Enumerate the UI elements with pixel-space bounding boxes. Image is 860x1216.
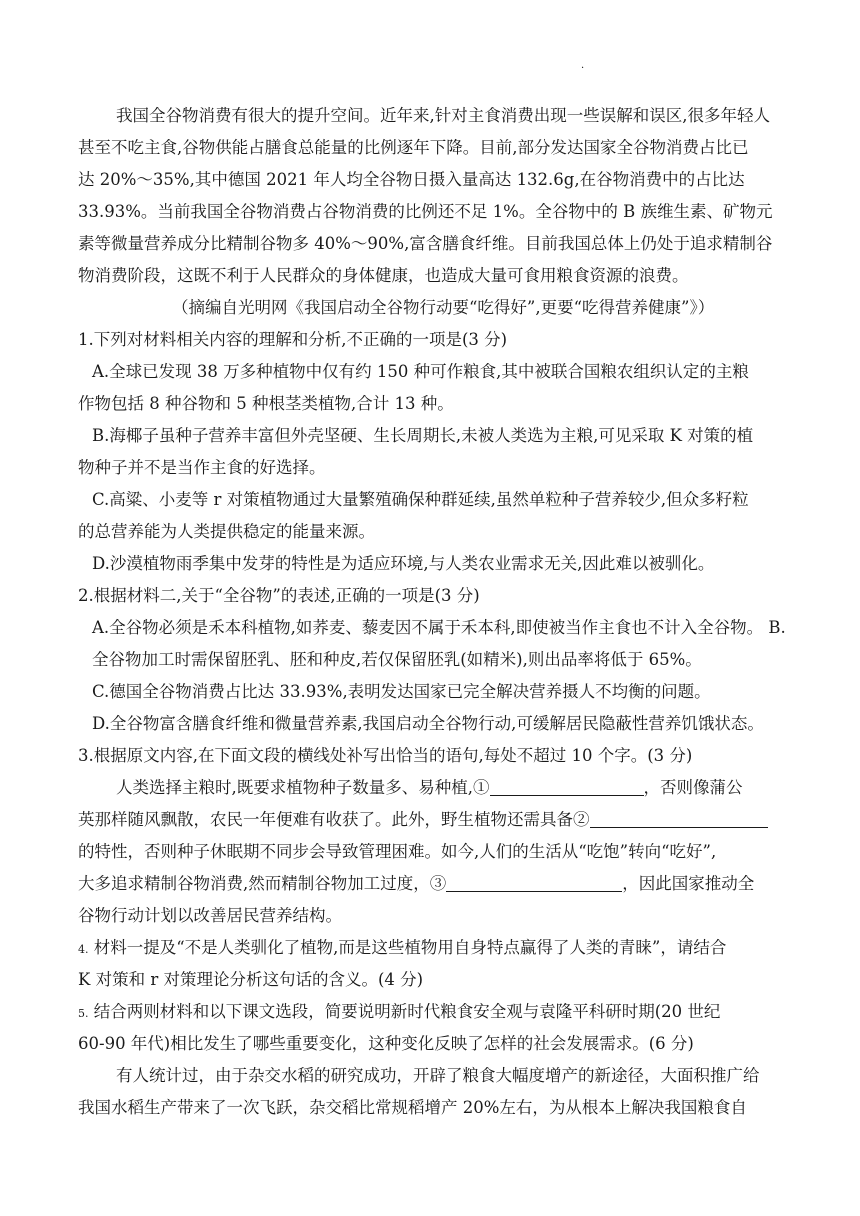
paragraph-line: 达 20%～35%,其中德国 2021 年人均全谷物日摄入量高达 132.6g,在谷物消费中的占比达: [78, 170, 745, 189]
q4-text: 材料一提及“不是人类驯化了植物,而是这些植物用自身特点赢得了人类的青睐”，请结合: [88, 938, 727, 957]
q3-passage-line: [78, 808, 768, 832]
q3-text: 人类选择主粮时,既要求植物种子数量多、易种植,①: [116, 778, 490, 797]
source-citation: （摘编自光明网《我国启动全谷物行动要“吃得好”,更要“吃得营养健康”》）: [172, 298, 715, 317]
q3-text: 英那样随风飘散，农民一年便难有收获了。此外，野生植物还需具备②: [78, 810, 590, 829]
q3-text: ，否则像蒲公: [643, 778, 743, 797]
answer-blank-3[interactable]: [446, 873, 622, 892]
q5-text: 结合两则材料和以下课文选段，简要说明新时代粮食安全观与袁隆平科研时期(20 世纪: [88, 1002, 721, 1021]
question-4-stem: [78, 936, 726, 962]
q2-option-d: D.全谷物富含膳食纤维和微量营养素,我国启动全谷物行动,可缓解居民隐蔽性营养饥饿状态。: [92, 714, 764, 733]
q2-option-a: A.全谷物必须是禾本科植物,如荞麦、藜麦因不属于禾本科,即使被当作主食也不计入全谷物。 B.: [92, 618, 786, 637]
page-top-mark: ·: [581, 63, 585, 74]
q1-option-a: A.全球已发现 38 万多种植物中仅有约 150 种可作粮食,其中被联合国粮农组织认定的主粮: [92, 362, 749, 381]
question-3-stem: 3.根据原文内容,在下面文段的横线处补写出恰当的语句,每处不超过 10 个字。(3 分): [78, 746, 693, 765]
q1-option-b: B.海椰子虽种子营养丰富但外壳坚硬、生长周期长,未被人类选为主粮,可见采取 K 对策的植: [92, 426, 754, 445]
excerpt-line: 我国水稻生产带来了一次飞跃，杂交稻比常规稻增产 20%左右，为从根本上解决我国粮食自: [78, 1098, 747, 1117]
q3-text: 大多追求精制谷物消费,然而精制谷物加工过度，③: [78, 874, 447, 893]
paragraph-line: 我国全谷物消费有很大的提升空间。近年来,针对主食消费出现一些误解和误区,很多年轻人: [116, 106, 770, 125]
answer-blank-2[interactable]: [590, 809, 768, 828]
q1-option-d: D.沙漠植物雨季集中发芽的特性是为适应环境,与人类农业需求无关,因此难以被驯化。: [92, 554, 715, 573]
q1-option-c: C.高粱、小麦等 r 对策植物通过大量繁殖确保种群延续,虽然单粒种子营养较少,但众多籽粒: [92, 490, 749, 509]
q2-option-c: C.德国全谷物消费占比达 33.93%,表明发达国家已完全解决营养摄人不均衡的问题。: [92, 682, 711, 701]
q1-option-a-cont: 作物包括 8 种谷物和 5 种根茎类植物,合计 13 种。: [78, 394, 454, 413]
paragraph-line: 甚至不吃主食,谷物供能占膳食总能量的比例逐年下降。目前,部分发达国家全谷物消费占比已: [78, 138, 749, 157]
answer-blank-1[interactable]: [490, 777, 644, 796]
q3-passage-line: 的特性，否则种子休眠期不同步会导致管理困难。如今,人们的生活从“吃饱”转向“吃好”,: [78, 842, 717, 861]
question-2-stem: 2.根据材料二,关于“全谷物”的表述,正确的一项是(3 分): [78, 586, 480, 605]
q3-text: ，因此国家推动全: [622, 874, 755, 893]
question-5-cont: 60-90 年代)相比发生了哪些重要变化，这种变化反映了怎样的社会发展需求。(6 分): [78, 1034, 694, 1053]
question-number: 5.: [78, 1007, 89, 1020]
excerpt-line: 有人统计过，由于杂交水稻的研究成功，开辟了粮食大幅度增产的新途径，大面积推广给: [116, 1066, 760, 1085]
q3-passage-line: [78, 872, 754, 896]
question-5-stem: [78, 1000, 720, 1026]
question-4-cont: K 对策和 r 对策理论分析这句话的含义。(4 分): [78, 970, 424, 989]
q3-passage-line: 谷物行动计划以改善居民营养结构。: [78, 906, 342, 925]
paragraph-line: 素等微量营养成分比精制谷物多 40%～90%,富含膳食纤维。目前我国总体上仍处于追求精制谷: [78, 234, 773, 253]
question-1-stem: 1.下列对材料相关内容的理解和分析,不正确的一项是(3 分): [78, 330, 508, 349]
q1-option-c-cont: 的总营养能为人类提供稳定的能量来源。: [78, 522, 375, 541]
q1-option-b-cont: 物种子并不是当作主食的好选择。: [78, 458, 326, 477]
question-number: 4.: [78, 943, 89, 956]
q3-passage-line: [116, 776, 743, 800]
q2-option-b: 全谷物加工时需保留胚乳、胚和种皮,若仅保留胚乳(如精米),则出品率将低于 65%。: [92, 650, 702, 669]
paragraph-line: 物消费阶段，这既不利于人民群众的身体健康，也造成大量可食用粮食资源的浪费。: [78, 266, 689, 285]
paragraph-line: 33.93%。当前我国全谷物消费占谷物消费的比例还不足 1%。全谷物中的 B 族维生素、矿物元: [78, 202, 773, 221]
